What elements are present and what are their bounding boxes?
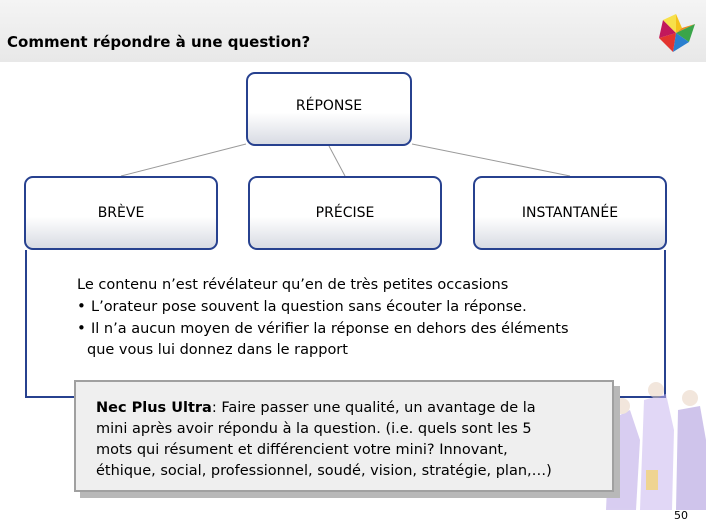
- callout-line-3: mots qui résument et différencient votre mini? Innovant,: [96, 442, 508, 458]
- bullet-icon: •: [77, 319, 86, 337]
- node-reponse-label: RÉPONSE: [295, 98, 363, 114]
- node-precise-label: PRÉCISE: [315, 205, 375, 221]
- node-reponse: [246, 72, 412, 146]
- node-instantanee-label: INSTANTANÉE: [521, 205, 619, 221]
- bullet-icon: •: [77, 297, 86, 315]
- bullet-text-1: L’orateur pose souvent la question sans écouter la réponse.: [91, 299, 527, 315]
- callout-box: [74, 380, 614, 492]
- content-intro: Le contenu n’est révélateur qu’en de très petites occasions: [77, 277, 509, 293]
- callout-line-4: éthique, social, professionnel, soudé, vision, stratégie, plan,…): [96, 463, 552, 479]
- callout-label: Nec Plus Ultra: [96, 400, 212, 416]
- page-number: 50: [674, 509, 688, 522]
- content-bullet-1: [77, 296, 647, 318]
- callout-line-1: [96, 398, 592, 419]
- node-precise: [248, 176, 442, 250]
- callout-line-2: mini après avoir répondu à la question. (i.e. quels sont les 5: [96, 421, 532, 437]
- graduates-image: [600, 380, 706, 510]
- content-continuation: que vous lui donnez dans le rapport: [87, 342, 348, 358]
- page-title: Comment répondre à une question?: [7, 33, 311, 51]
- node-breve: [24, 176, 218, 250]
- content-block: [77, 275, 647, 361]
- callout-line-1-text: : Faire passer une qualité, un avantage de la: [211, 400, 536, 416]
- node-breve-label: BRÈVE: [97, 205, 145, 221]
- content-bullet-2: [77, 318, 647, 340]
- bullet-text-2: Il n’a aucun moyen de vérifier la réponse en dehors des éléments: [91, 321, 569, 337]
- node-instantanee: [473, 176, 667, 250]
